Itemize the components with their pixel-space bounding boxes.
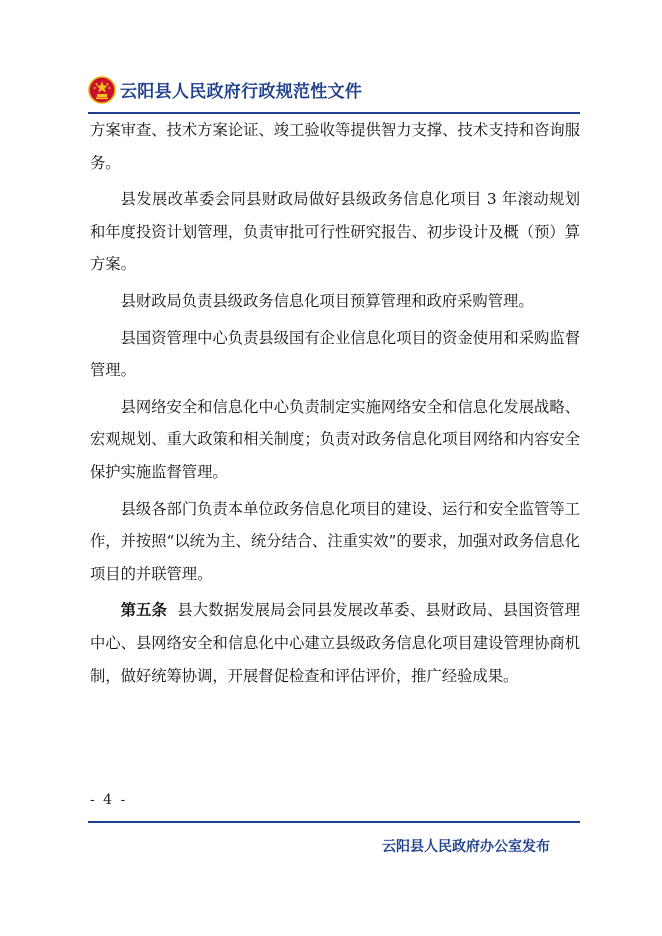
paragraph [90,322,580,387]
header-title: 云阳县人民政府行政规范性文件 [120,82,363,102]
article-label: 第五条 [120,601,168,620]
paragraph [90,493,580,591]
paragraph-text: 县财政局负责县级政务信息化项目预算管理和政府采购管理。 [120,291,534,310]
article-five-paragraph [90,594,580,692]
paragraph [90,391,580,489]
document-header [88,72,580,112]
paragraph [90,183,580,281]
paragraph-text: 县发展改革委会同县财政局做好县级政务信息化项目 3 年滚动规划和年度投资计划管理，负责审批可行性研究报告、初步设计及概（预）算方案。 [90,190,580,274]
document-body [90,114,580,696]
footer-divider [88,821,580,823]
paragraph-text: 方案审查、技术方案论证、竣工验收等提供智力支撑、技术支持和咨询服务。 [90,121,580,172]
page-number: - 4 - [90,792,128,808]
national-emblem-icon [88,76,116,104]
paragraph-text: 县级各部门负责本单位政务信息化项目的建设、运行和安全监管等工作，并按照“以统为主、统分结合、注重实效”的要求，加强对政务信息化项目的并联管理。 [90,499,580,583]
paragraph [90,114,580,179]
paragraph-text: 县大数据发展局会同县发展改革委、县财政局、县国资管理中心、县网络安全和信息化中心建立县级政务信息化项目建设管理协商机制，做好统筹协调，开展督促检查和评估评价，推广经验成果。 [90,601,580,685]
paragraph [90,285,580,318]
footer-publisher: 云阳县人民政府办公室发布 [382,839,550,855]
paragraph-text: 县网络安全和信息化中心负责制定实施网络安全和信息化发展战略、宏观规划、重大政策和相关制度；负责对政务信息化项目网络和内容安全保护实施监督管理。 [90,397,580,481]
paragraph-text: 县国资管理中心负责县级国有企业信息化项目的资金使用和采购监督管理。 [90,328,580,380]
